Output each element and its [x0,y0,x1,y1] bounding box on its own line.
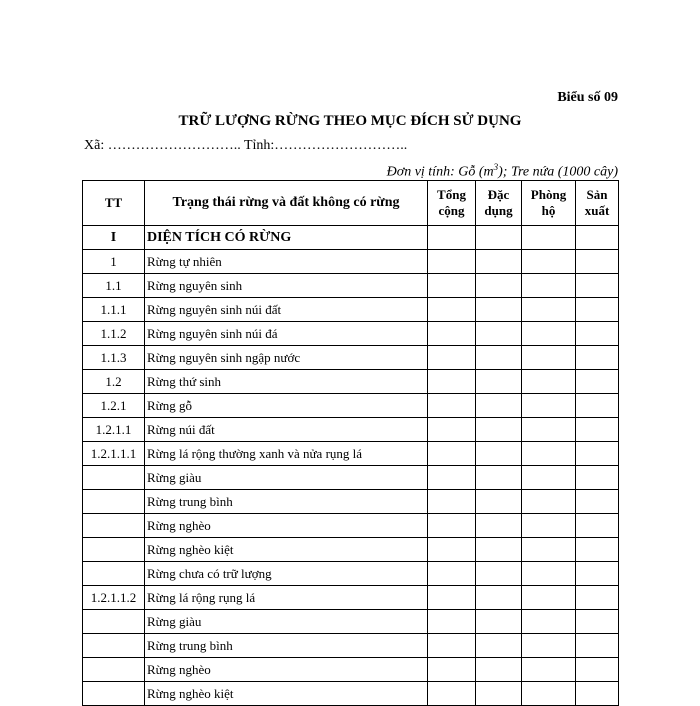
table-row [83,466,619,490]
table-row [83,586,619,610]
cell-special-use [476,394,522,418]
cell-total [428,418,476,442]
table-row [83,562,619,586]
cell-special-use [476,298,522,322]
cell-total [428,610,476,634]
location-line: Xã: ……………………….. Tỉnh:……………………….. [84,138,408,153]
column-header-protection: Phòng hộ [522,181,576,226]
cell-label: Rừng thứ sinh [145,370,428,394]
cell-special-use [476,250,522,274]
cell-production [576,250,619,274]
cell-production [576,274,619,298]
cell-total [428,514,476,538]
unit-line [387,162,618,181]
cell-production [576,466,619,490]
cell-label: Rừng nghèo [145,514,428,538]
cell-protection [522,610,576,634]
cell-label: Rừng giàu [145,466,428,490]
forest-reserve-table [82,180,619,706]
cell-special-use [476,322,522,346]
cell-special-use [476,634,522,658]
cell-tt: 1.2.1 [83,394,145,418]
cell-production [576,346,619,370]
cell-production [576,682,619,706]
cell-special-use [476,562,522,586]
cell-label: Rừng lá rộng thường xanh và nửa rụng lá [145,442,428,466]
table-row [83,370,619,394]
cell-protection [522,490,576,514]
cell-tt: 1.1 [83,274,145,298]
cell-production [576,634,619,658]
cell-special-use [476,586,522,610]
cell-tt: 1.2.1.1 [83,418,145,442]
cell-tt: 1 [83,250,145,274]
column-header-total: Tổng cộng [428,181,476,226]
table-row [83,322,619,346]
unit-prefix: Đơn vị tính: Gỗ (m [386,164,494,180]
cell-production [576,298,619,322]
document-title: TRỮ LƯỢNG RỪNG THEO MỤC ĐÍCH SỬ DỤNG [178,113,522,129]
cell-label: Rừng núi đất [145,418,428,442]
cell-protection [522,250,576,274]
cell-total [428,370,476,394]
cell-total [428,298,476,322]
cell-tt: 1.1.1 [83,298,145,322]
cell-total [428,346,476,370]
cell-special-use [476,418,522,442]
column-header-special-use: Đặc dụng [476,181,522,226]
cell-special-use [476,610,522,634]
cell-protection [522,538,576,562]
cell-label: Rừng chưa có trữ lượng [145,562,428,586]
cell-total [428,538,476,562]
cell-tt: 1.1.3 [83,346,145,370]
table-row [83,250,619,274]
cell-total [428,682,476,706]
table-row [83,514,619,538]
cell-label: Rừng nguyên sinh ngập nước [145,346,428,370]
cell-total [428,466,476,490]
cell-special-use [476,682,522,706]
table-row [83,538,619,562]
table-row [83,682,619,706]
cell-protection [522,274,576,298]
cell-protection [522,658,576,682]
cell-special-use [476,346,522,370]
column-header-tt: TT [83,181,145,226]
cell-tt [83,682,145,706]
unit-superscript: 3 [493,162,499,172]
cell-protection [522,562,576,586]
table-row [83,394,619,418]
cell-production [576,658,619,682]
cell-total [428,490,476,514]
cell-protection [522,466,576,490]
table-row [83,226,619,250]
cell-production [576,538,619,562]
cell-production [576,226,619,250]
cell-label: Rừng trung bình [145,490,428,514]
cell-protection [522,346,576,370]
cell-protection [522,514,576,538]
table-row [83,490,619,514]
cell-production [576,322,619,346]
cell-special-use [476,442,522,466]
cell-tt [83,514,145,538]
cell-special-use [476,514,522,538]
cell-label: Rừng giàu [145,610,428,634]
cell-tt: 1.1.2 [83,322,145,346]
cell-production [576,370,619,394]
cell-label: Rừng nguyên sinh núi đất [145,298,428,322]
cell-total [428,634,476,658]
cell-production [576,514,619,538]
cell-production [576,442,619,466]
cell-protection [522,586,576,610]
cell-special-use [476,274,522,298]
cell-total [428,322,476,346]
table-row [83,658,619,682]
cell-production [576,562,619,586]
cell-tt [83,658,145,682]
cell-tt: 1.2 [83,370,145,394]
cell-total [428,226,476,250]
cell-total [428,442,476,466]
cell-protection [522,370,576,394]
cell-label: DIỆN TÍCH CÓ RỪNG [145,226,428,250]
cell-tt [83,634,145,658]
cell-label: Rừng nguyên sinh núi đá [145,322,428,346]
cell-special-use [476,490,522,514]
form-number: Biểu số 09 [557,90,618,105]
table-row [83,610,619,634]
table-row [83,418,619,442]
cell-special-use [476,658,522,682]
cell-label: Rừng nghèo kiệt [145,538,428,562]
cell-special-use [476,370,522,394]
cell-total [428,394,476,418]
cell-special-use [476,226,522,250]
cell-protection [522,418,576,442]
cell-production [576,610,619,634]
cell-production [576,418,619,442]
cell-tt: 1.2.1.1.2 [83,586,145,610]
column-header-production: Sản xuất [576,181,619,226]
cell-label: Rừng lá rộng rụng lá [145,586,428,610]
table-row [83,346,619,370]
cell-total [428,586,476,610]
cell-tt: 1.2.1.1.1 [83,442,145,466]
unit-suffix: ); Tre nứa (1000 cây) [498,164,618,180]
cell-production [576,490,619,514]
cell-special-use [476,466,522,490]
table-row [83,274,619,298]
cell-protection [522,634,576,658]
table-header-row [83,181,619,226]
cell-production [576,394,619,418]
cell-protection [522,682,576,706]
cell-tt [83,562,145,586]
cell-total [428,562,476,586]
cell-protection [522,442,576,466]
cell-total [428,274,476,298]
table-row [83,298,619,322]
cell-label: Rừng nguyên sinh [145,274,428,298]
cell-tt [83,610,145,634]
table-row [83,442,619,466]
cell-tt [83,538,145,562]
cell-protection [522,322,576,346]
cell-protection [522,298,576,322]
cell-label: Rừng gỗ [145,394,428,418]
cell-protection [522,394,576,418]
cell-label: Rừng tự nhiên [145,250,428,274]
cell-tt [83,490,145,514]
cell-tt: I [83,226,145,250]
cell-label: Rừng trung bình [145,634,428,658]
cell-label: Rừng nghèo kiệt [145,682,428,706]
cell-production [576,586,619,610]
cell-label: Rừng nghèo [145,658,428,682]
cell-protection [522,226,576,250]
cell-total [428,250,476,274]
column-header-name: Trạng thái rừng và đất không có rừng [145,181,428,226]
cell-total [428,658,476,682]
cell-tt [83,466,145,490]
table-body [83,226,619,706]
table-row [83,634,619,658]
cell-special-use [476,538,522,562]
